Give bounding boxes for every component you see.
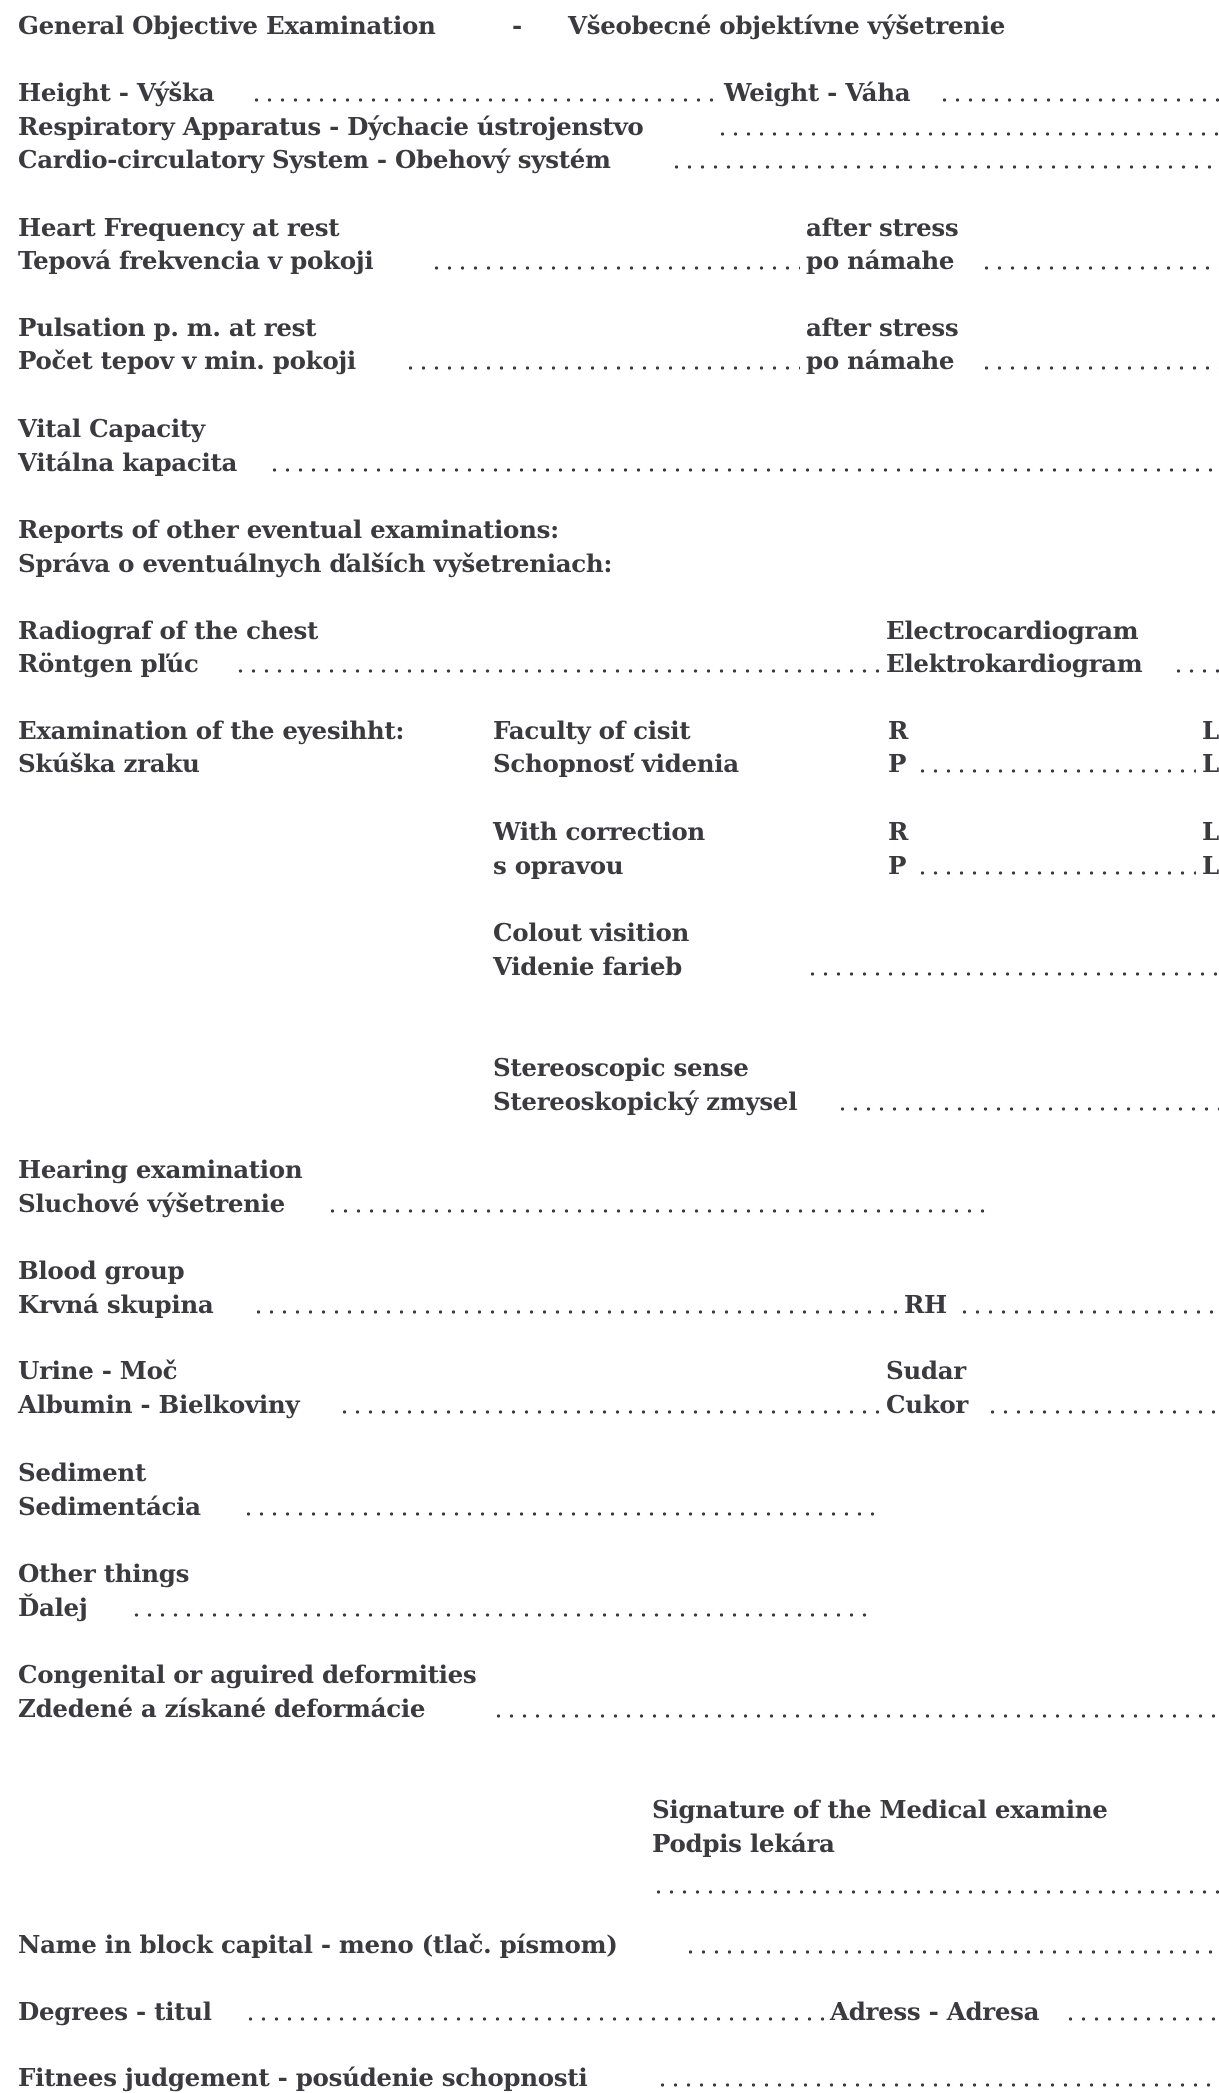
blood-sk: Krvná skupina <box>18 1290 214 1319</box>
ecg-field[interactable] <box>1172 668 1219 674</box>
cardio-field[interactable] <box>670 164 1219 170</box>
signature-en: Signature of the Medical examine <box>652 1795 1108 1824</box>
weight-field[interactable] <box>938 97 1219 103</box>
correction-l-label: L <box>1202 851 1219 880</box>
albumin-field[interactable] <box>338 1409 882 1415</box>
colour-field[interactable] <box>806 971 1219 977</box>
signature-sk: Podpis lekára <box>652 1829 835 1858</box>
albumin-label: Albumin - Bielkoviny <box>18 1390 300 1419</box>
correction-right-eye-field[interactable] <box>916 870 1196 876</box>
urine-label: Urine - Moč <box>18 1356 178 1385</box>
colour-en: Colout visition <box>493 918 690 947</box>
radio-field[interactable] <box>234 668 882 674</box>
respiratory-label: Respiratory Apparatus - Dýchacie ústrojenstvo <box>18 112 644 141</box>
height-label: Height - Výška <box>18 78 215 107</box>
fitness-field[interactable] <box>656 2082 1219 2088</box>
cardio-label: Cardio-circulatory System - Obehový systém <box>18 145 611 174</box>
fitness-label: Fitnees judgement - posúdenie schopnosti <box>18 2063 588 2092</box>
sugar-en: Sudar <box>886 1356 966 1385</box>
correction-r-label: R <box>888 817 909 846</box>
blood-en: Blood group <box>18 1256 185 1285</box>
heart-rest-en: Heart Frequency at rest <box>18 213 340 242</box>
form-title-sk: Všeobecné objektívne výšetrenie <box>568 11 1006 40</box>
faculty-sk: Schopnosť videnia <box>493 749 739 778</box>
faculty-l-label-en: L <box>1202 716 1219 745</box>
faculty-en: Faculty of cisit <box>493 716 691 745</box>
eye-en: Examination of the eyesihht: <box>18 716 405 745</box>
radio-sk: Röntgen pľúc <box>18 649 199 678</box>
reports-en: Reports of other eventual examinations: <box>18 515 559 544</box>
pulse-rest-field[interactable] <box>404 365 800 371</box>
vital-sk: Vitálna kapacita <box>18 448 238 477</box>
hearing-en: Hearing examination <box>18 1155 303 1184</box>
faculty-r-label: R <box>888 716 909 745</box>
address-field[interactable] <box>1064 2016 1219 2022</box>
stereo-en: Stereoscopic sense <box>493 1053 749 1082</box>
height-field[interactable] <box>250 97 718 103</box>
faculty-p-label: P <box>888 749 907 778</box>
pulse-stress-sk: po námahe <box>806 346 955 375</box>
vital-en: Vital Capacity <box>18 414 205 443</box>
sediment-sk: Sedimentácia <box>18 1492 201 1521</box>
rh-field[interactable] <box>958 1309 1219 1315</box>
rh-label: RH <box>904 1290 947 1319</box>
weight-label: Weight - Váha <box>724 78 911 107</box>
correction-en: With correction <box>493 817 705 846</box>
pulse-stress-field[interactable] <box>980 365 1219 371</box>
other-sk: Ďalej <box>18 1593 88 1622</box>
name-label: Name in block capital - meno (tlač. písmom) <box>18 1930 618 1959</box>
heart-stress-sk: po námahe <box>806 246 955 275</box>
faculty-right-eye-field[interactable] <box>916 768 1196 774</box>
correction-l-label-en: L <box>1202 817 1219 846</box>
sediment-field[interactable] <box>242 1511 882 1517</box>
stereo-sk: Stereoskopický zmysel <box>493 1087 798 1116</box>
degrees-label: Degrees - titul <box>18 1997 212 2026</box>
degrees-field[interactable] <box>244 2016 824 2022</box>
blood-field[interactable] <box>252 1309 900 1315</box>
address-label: Adress - Adresa <box>830 1997 1040 2026</box>
other-en: Other things <box>18 1559 190 1588</box>
colour-sk: Videnie farieb <box>493 952 682 981</box>
heart-rest-sk: Tepová frekvencia v pokoji <box>18 246 374 275</box>
hearing-sk: Sluchové výšetrenie <box>18 1189 285 1218</box>
hearing-field[interactable] <box>326 1208 988 1214</box>
sugar-field[interactable] <box>986 1409 1219 1415</box>
title-separator: - <box>512 11 522 40</box>
heart-stress-field[interactable] <box>980 265 1219 271</box>
ecg-sk: Elektrokardiogram <box>886 649 1143 678</box>
congenital-sk: Zdedené a získané deformácie <box>18 1694 426 1723</box>
pulse-rest-sk: Počet tepov v min. pokoji <box>18 346 356 375</box>
heart-stress-en: after stress <box>806 213 959 242</box>
eye-sk: Skúška zraku <box>18 749 200 778</box>
radio-en: Radiograf of the chest <box>18 616 319 645</box>
congenital-field[interactable] <box>492 1713 1219 1719</box>
respiratory-field[interactable] <box>716 131 1219 137</box>
reports-sk: Správa o eventuálnych ďalších vyšetreniach: <box>18 549 613 578</box>
pulse-stress-en: after stress <box>806 313 959 342</box>
other-field[interactable] <box>130 1612 870 1618</box>
sugar-sk: Cukor <box>886 1390 969 1419</box>
signature-field[interactable] <box>652 1889 1219 1895</box>
name-field[interactable] <box>684 1949 1219 1955</box>
stereo-field[interactable] <box>836 1106 1219 1112</box>
ecg-en: Electrocardiogram <box>886 616 1139 645</box>
faculty-l-label: L <box>1202 749 1219 778</box>
sediment-en: Sediment <box>18 1458 146 1487</box>
correction-p-label: P <box>888 851 907 880</box>
vital-field[interactable] <box>268 467 1219 473</box>
pulse-rest-en: Pulsation p. m. at rest <box>18 313 317 342</box>
congenital-en: Congenital or aguired deformities <box>18 1660 477 1689</box>
form-title-en: General Objective Examination <box>18 11 436 40</box>
heart-rest-field[interactable] <box>430 265 800 271</box>
correction-sk: s opravou <box>493 851 624 880</box>
